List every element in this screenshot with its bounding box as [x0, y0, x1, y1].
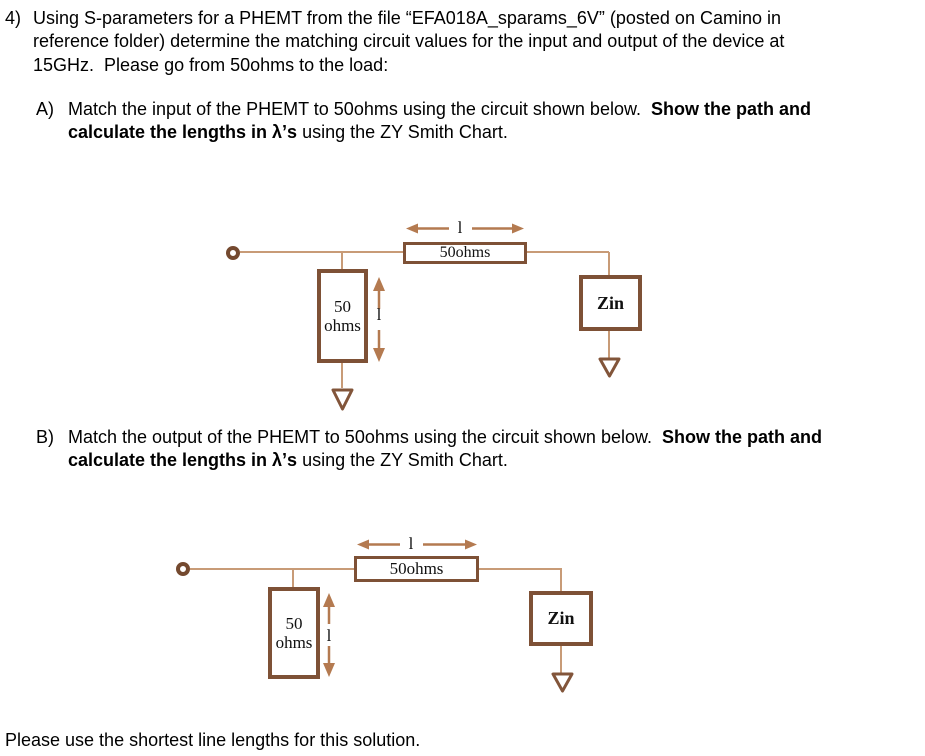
wire-segment	[341, 363, 343, 388]
series-length-label: l	[457, 218, 463, 237]
wire-segment	[341, 252, 343, 270]
stub-impedance-unit: ohms	[324, 316, 361, 335]
part-b-line2-bold: calculate the lengths in λ’s	[68, 450, 298, 471]
part-a-label: A)	[36, 99, 54, 119]
wire-segment	[608, 331, 610, 358]
part-a-line-2	[68, 121, 811, 144]
question-number: 4)	[5, 8, 22, 28]
stub-impedance-value: 50	[334, 297, 351, 316]
load-box	[579, 275, 642, 331]
port-terminal-icon	[176, 562, 190, 576]
wire-segment	[479, 568, 562, 570]
wire-segment	[190, 568, 354, 570]
series-length-label: l	[408, 534, 414, 553]
ground-icon	[330, 388, 355, 412]
length-arrow-left-icon	[405, 222, 451, 235]
part-a-line1-regular: Match the input of the PHEMT to 50ohms using the circuit shown below.	[68, 99, 651, 119]
stub-label	[276, 614, 313, 652]
part-b-line1-regular: Match the output of the PHEMT to 50ohms using the circuit shown below.	[68, 427, 662, 447]
port-terminal-icon	[226, 246, 240, 260]
ground-icon	[597, 357, 622, 379]
part-b-text	[68, 426, 822, 473]
part-a-line2-regular: using the ZY Smith Chart.	[297, 122, 508, 143]
wire-segment	[292, 569, 294, 587]
length-arrow-left-icon	[356, 538, 402, 551]
stub-label	[324, 297, 361, 335]
load-label: Zin	[596, 292, 625, 313]
part-b-line2-regular: using the ZY Smith Chart.	[297, 450, 508, 471]
part-b-line-2	[68, 449, 822, 472]
footer-note: Please use the shortest line lengths for this solution.	[5, 730, 421, 750]
part-a-line2-bold: calculate the lengths in λ’s	[68, 122, 298, 143]
part-a-text	[68, 98, 811, 145]
series-line-box	[403, 242, 527, 264]
part-a-line-1	[68, 98, 811, 121]
ground-icon	[550, 672, 575, 694]
wire-segment	[608, 252, 610, 275]
stub-impedance-value: 50	[285, 614, 303, 633]
stub-length-label: l	[326, 626, 332, 645]
stub-impedance-unit: ohms	[275, 633, 313, 652]
question-line-2: reference folder) determine the matching circuit values for the input and output of the device at	[33, 31, 785, 52]
stub-box	[268, 587, 320, 679]
question-text	[33, 7, 784, 77]
series-line-label: 50ohms	[439, 244, 491, 261]
length-arrow-right-icon	[421, 538, 478, 551]
part-b-line-1	[68, 426, 822, 449]
part-b-label: B)	[36, 427, 54, 447]
wire-segment	[560, 646, 562, 673]
length-arrow-right-icon	[470, 222, 525, 235]
series-line-box	[354, 556, 479, 582]
wire-segment	[560, 569, 562, 591]
series-line-label: 50ohms	[389, 559, 444, 578]
stub-box	[317, 269, 368, 363]
part-b-line1-bold: Show the path and	[661, 427, 822, 447]
stub-length-label: l	[376, 305, 382, 324]
load-label: Zin	[547, 608, 575, 628]
wire-segment	[240, 251, 403, 253]
question-line-3: 15GHz. Please go from 50ohms to the load:	[33, 54, 389, 75]
wire-segment	[527, 251, 609, 253]
question-line-1: Using S-parameters for a PHEMT from the file “EFA018A_sparams_6V” (posted on Camino in	[33, 8, 781, 28]
part-a-line1-bold: Show the path and	[650, 99, 811, 119]
load-box	[529, 591, 593, 646]
